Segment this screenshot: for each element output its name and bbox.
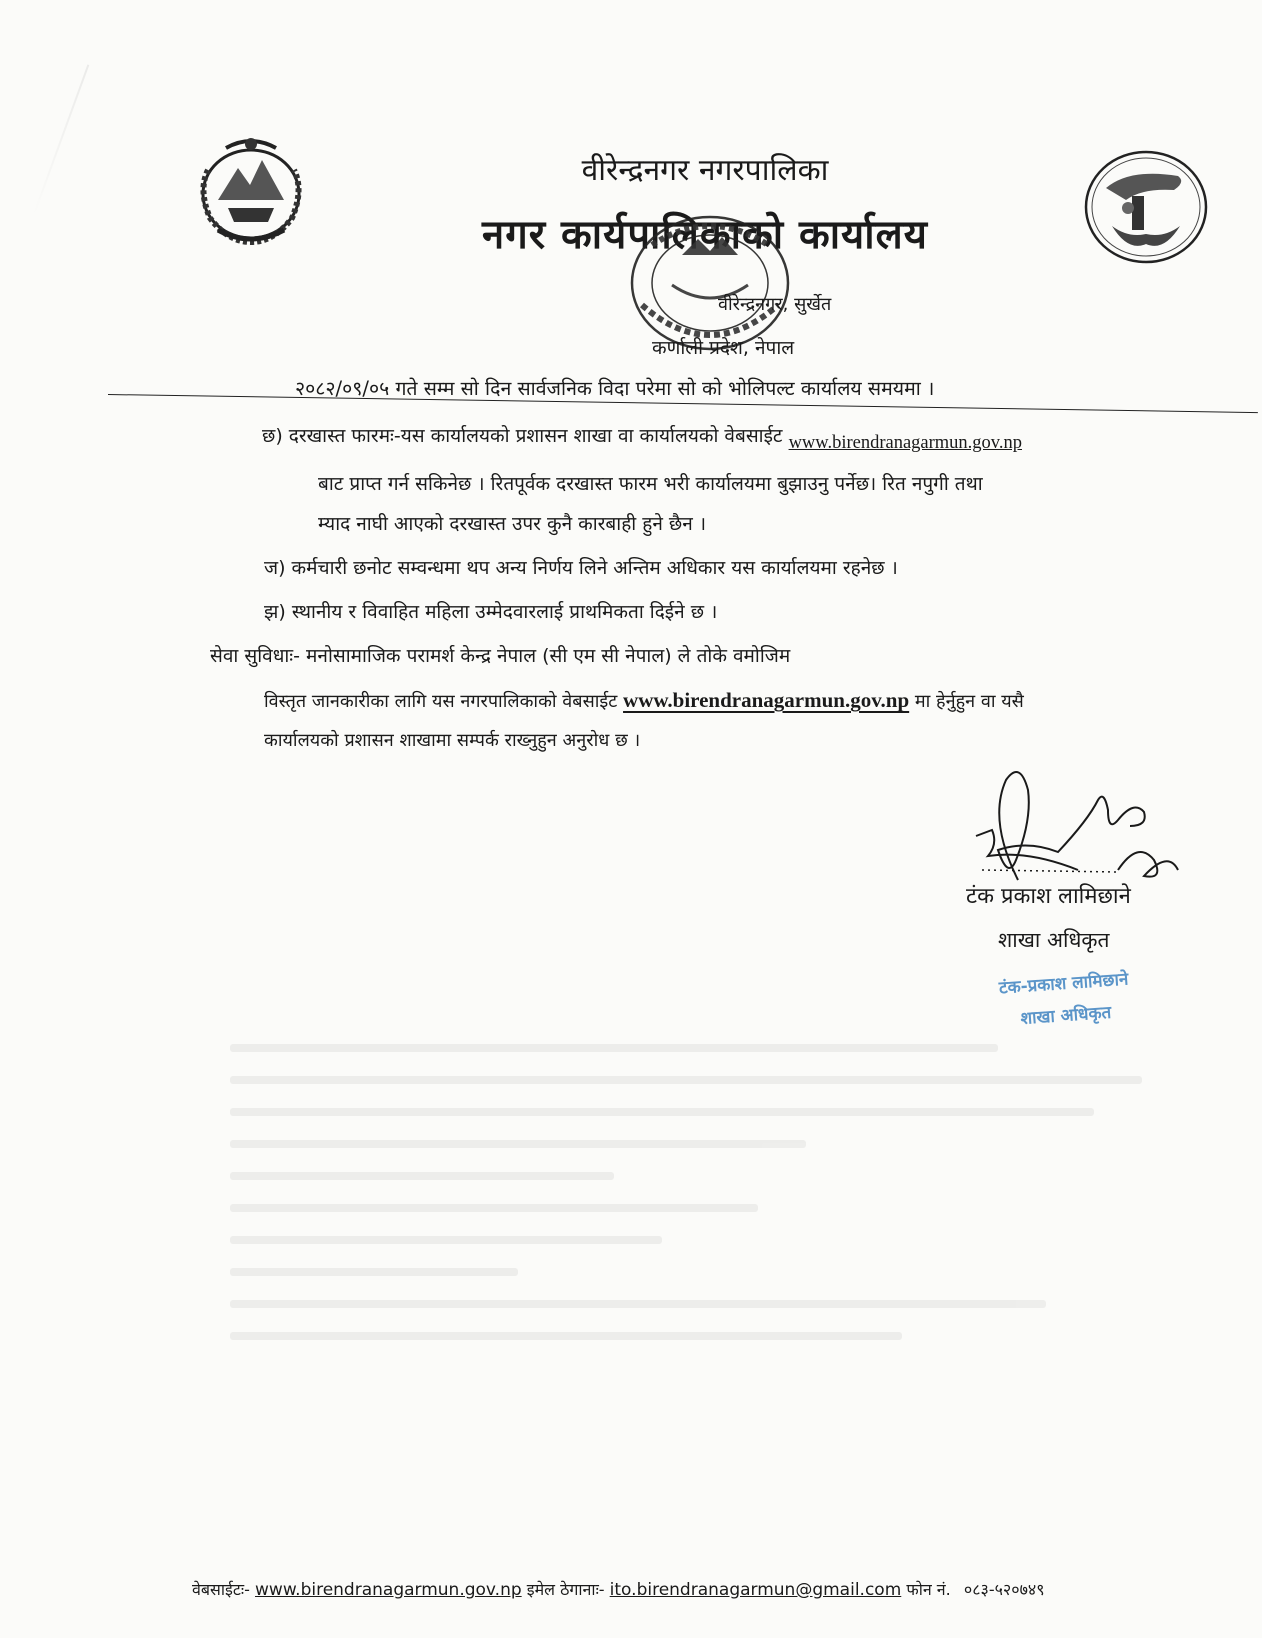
municipality-name: वीरेन्द्रनगर नगरपालिका xyxy=(581,153,829,188)
footer-email-link[interactable]: ito.birendranagarmun@gmail.com xyxy=(609,1580,902,1600)
clause-ja: ज) कर्मचारी छनोट सम्वन्धमा थप अन्य निर्णय लिने अन्तिम अधिकार यस कार्यालयमा रहनेछ । xyxy=(264,557,898,579)
scan-fold-mark xyxy=(33,64,90,215)
info-line1 xyxy=(264,688,1024,713)
info-prefix: विस्तृत जानकारीका लागि यस नगरपालिकाको वेबसाईट xyxy=(264,691,618,712)
service-facility: सेवा सुविधाः- मनोसामाजिक परामर्श केन्द्र नेपाल (सी एम सी नेपाल) ले तोके वमोजिम xyxy=(210,645,791,667)
address-city: वीरेन्द्रनगर, सुर्खेत xyxy=(718,294,832,315)
info-suffix: मा हेर्नुहुन वा यसै xyxy=(914,691,1024,712)
clause-chha-line2: बाट प्राप्त गर्न सकिनेछ । रितपूर्वक दरखास्त फारम भरी कार्यालयमा बुझाउनु पर्नेछ। रित नपुगी तथा xyxy=(318,473,983,495)
info-line2: कार्यालयको प्रशासन शाखामा सम्पर्क राख्नुहुन अनुरोध छ । xyxy=(264,730,641,751)
signatory-name: टंक प्रकाश लामिछाने xyxy=(966,884,1131,909)
office-title: नगर कार्यपालिकाको कार्यालय xyxy=(482,212,928,258)
footer-email-label: इमेल ठेगानाः- xyxy=(526,1580,605,1599)
clause-chha-text: छ) दरखास्त फारमः-यस कार्यालयको प्रशासन शाखा वा कार्यालयको वेबसाईट xyxy=(262,425,783,447)
name-stamp-name: टंक-प्रकाश लामिछाने xyxy=(998,969,1129,999)
footer-phone-label: फोन नं. xyxy=(906,1580,951,1599)
signatory-post: शाखा अधिकृत xyxy=(998,928,1110,952)
footer-website-label: वेबसाईटः- xyxy=(192,1580,250,1599)
bleed-through-background xyxy=(230,1020,1190,1480)
footer-phone: ०८३-५२०७४९ xyxy=(963,1580,1045,1599)
clause-jha: झ) स्थानीय र विवाहित महिला उम्मेदवारलाई प्राथमिकता दिईने छ । xyxy=(264,601,718,623)
clause-chha-website-link[interactable]: www.birendranagarmun.gov.np xyxy=(788,433,1022,453)
deadline-text: २०८२/०९/०५ गते सम्म सो दिन सार्वजनिक विदा परेमा सो को भोलिपल्ट कार्यालय समयमा । xyxy=(295,377,935,400)
info-website-link[interactable]: www.birendranagarmun.gov.np xyxy=(623,688,910,712)
name-stamp-post: शाखा अधिकृत xyxy=(1019,1002,1112,1030)
clause-chha-line3: म्याद नाघी आएको दरखास्त उपर कुनै कारबाही हुने छैन । xyxy=(318,513,707,535)
footer-website-link[interactable]: www.birendranagarmun.gov.np xyxy=(255,1580,522,1600)
clause-chha-line1 xyxy=(262,422,1022,453)
footer-contact xyxy=(192,1578,1045,1600)
address-province: कर्णाली प्रदेश, नेपाल xyxy=(652,337,795,359)
